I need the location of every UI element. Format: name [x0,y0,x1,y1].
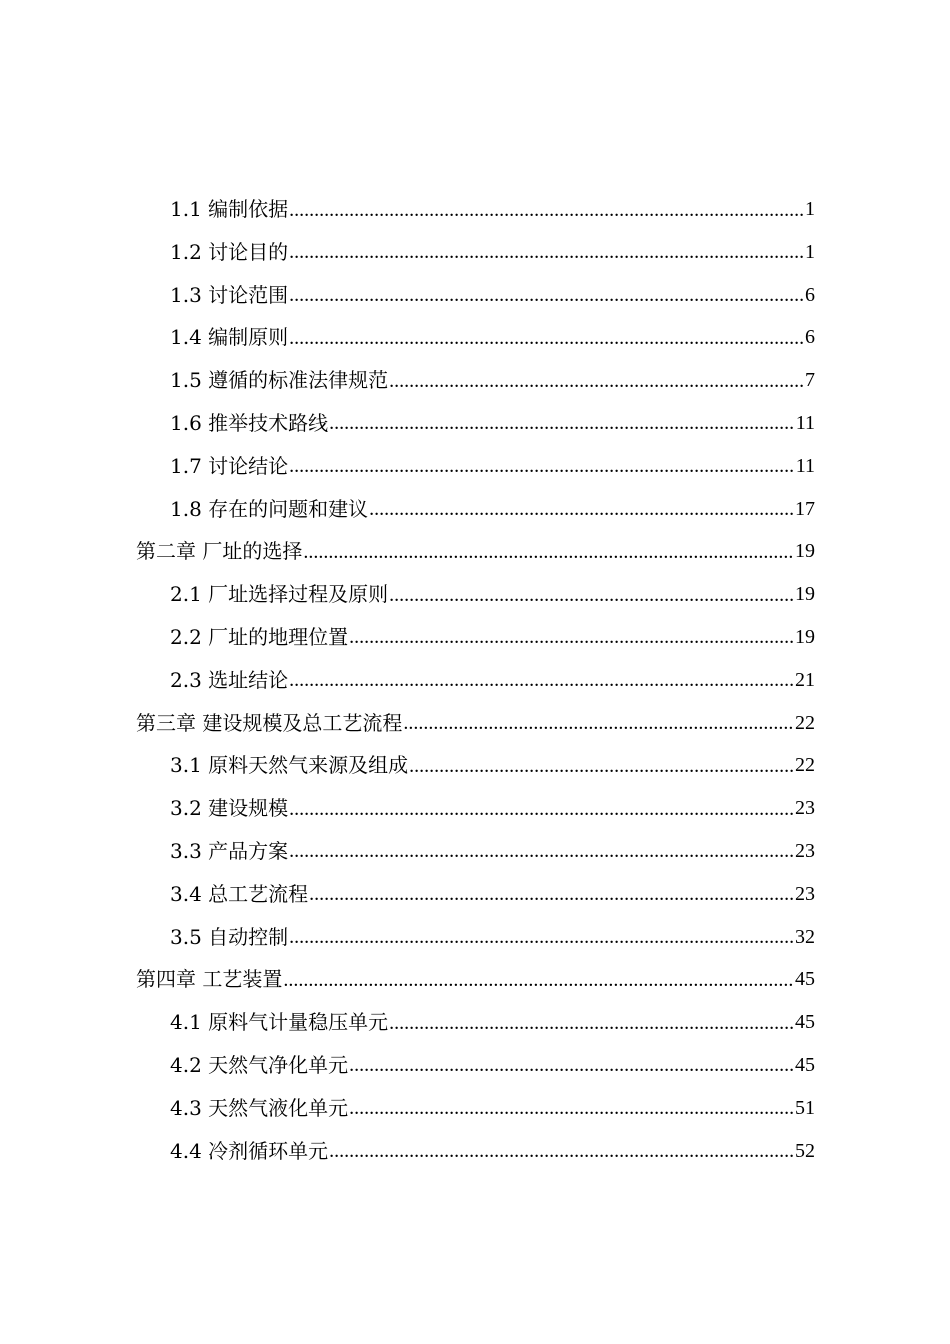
toc-entry[interactable] [0,1044,815,1087]
toc-leader-dots [369,487,794,531]
toc-leader-dots [289,188,804,232]
toc-entry-label: 第三章 建设规模及总工艺流程 [136,710,403,735]
toc-entry[interactable] [0,188,815,231]
toc-leader-dots [349,1043,794,1087]
toc-entry[interactable] [0,873,815,916]
toc-entry-page: 45 [795,1011,815,1034]
toc-leader-dots [289,444,795,488]
toc-leader-dots [309,872,794,916]
toc-leader-dots [349,615,794,659]
toc-entry-page: 51 [795,1096,815,1119]
toc-entry-label: 1.3 讨论范围 [170,282,289,307]
toc-entry-page: 1 [805,240,815,263]
toc-entry-label: 1.2 讨论目的 [170,239,289,264]
toc-entry-page: 23 [795,882,815,905]
toc-chapter-entry[interactable] [0,702,815,745]
toc-leader-dots [389,1001,794,1045]
toc-leader-dots [283,958,794,1002]
toc-entry-page: 19 [795,625,815,648]
toc-entry-label: 3.4 总工艺流程 [170,881,309,906]
toc-entry-label: 1.8 存在的问题和建议 [170,496,369,521]
toc-entry[interactable] [0,787,815,830]
toc-entry-label: 3.1 原料天然气来源及组成 [170,753,409,778]
toc-entry[interactable] [0,1087,815,1130]
toc-entry-page: 1 [805,198,815,220]
toc-entry-page: 11 [795,411,815,434]
toc-entry-page: 22 [795,711,815,734]
toc-entry[interactable] [0,274,815,317]
table-of-contents [0,188,950,1172]
toc-entry-label: 3.3 产品方案 [170,838,289,863]
toc-entry-page: 7 [805,369,815,392]
toc-entry-label: 3.5 自动控制 [170,924,289,949]
toc-entry-label: 第四章 工艺装置 [136,967,283,992]
toc-entry[interactable] [0,359,815,402]
toc-entry[interactable] [0,744,815,787]
toc-leader-dots [349,1086,794,1130]
toc-entry-page: 22 [795,754,815,777]
toc-leader-dots [389,359,804,403]
toc-entry-label: 第二章 厂址的选择 [136,539,303,564]
toc-chapter-entry[interactable] [0,530,815,573]
toc-entry-page: 45 [795,968,815,991]
toc-entry[interactable] [0,1001,815,1044]
toc-entry-page: 17 [795,497,815,520]
toc-entry[interactable] [0,1130,815,1173]
toc-entry[interactable] [0,659,815,702]
toc-entry-label: 1.4 编制原则 [170,325,289,350]
toc-entry-label: 3.2 建设规模 [170,796,289,821]
toc-entry-label: 4.4 冷剂循环单元 [170,1138,329,1163]
toc-leader-dots [409,744,794,788]
toc-entry-page: 19 [795,583,815,606]
toc-leader-dots [389,573,794,617]
toc-entry[interactable] [0,231,815,274]
toc-entry-page: 45 [795,1053,815,1076]
toc-entry-label: 4.2 天然气净化单元 [170,1052,349,1077]
toc-entry-page: 23 [795,797,815,820]
toc-entry[interactable] [0,573,815,616]
toc-leader-dots [303,530,794,574]
toc-entry[interactable] [0,616,815,659]
toc-entry-label: 1.7 讨论结论 [170,453,289,478]
toc-leader-dots [289,273,804,317]
toc-leader-dots [289,829,794,873]
toc-entry-page: 32 [795,925,815,948]
toc-entry[interactable] [0,830,815,873]
toc-entry[interactable] [0,445,815,488]
toc-leader-dots [289,658,794,702]
toc-leader-dots [403,701,794,745]
toc-entry-page: 21 [795,668,815,691]
toc-entry-label: 1.1 编制依据 [170,197,289,221]
toc-entry-label: 2.2 厂址的地理位置 [170,624,349,649]
toc-entry-page: 11 [795,454,815,477]
toc-entry[interactable] [0,488,815,531]
toc-entry-label: 1.6 推举技术路线 [170,410,329,435]
toc-entry-label: 4.1 原料气计量稳压单元 [170,1010,389,1035]
toc-entry-page: 6 [805,326,815,349]
toc-entry-page: 52 [795,1139,815,1162]
toc-chapter-entry[interactable] [0,958,815,1001]
toc-leader-dots [289,787,794,831]
toc-entry-page: 23 [795,839,815,862]
toc-entry[interactable] [0,316,815,359]
toc-entry-label: 2.3 选址结论 [170,667,289,692]
toc-entry[interactable] [0,916,815,959]
toc-entry-label: 4.3 天然气液化单元 [170,1095,349,1120]
toc-entry-label: 1.5 遵循的标准法律规范 [170,368,389,393]
toc-leader-dots [289,316,804,360]
toc-leader-dots [289,230,804,274]
toc-leader-dots [329,401,795,445]
toc-leader-dots [289,915,794,959]
toc-entry-label: 2.1 厂址选择过程及原则 [170,582,389,607]
toc-leader-dots [329,1129,794,1173]
toc-entry[interactable] [0,402,815,445]
toc-entry-page: 6 [805,283,815,306]
toc-entry-page: 19 [795,540,815,563]
